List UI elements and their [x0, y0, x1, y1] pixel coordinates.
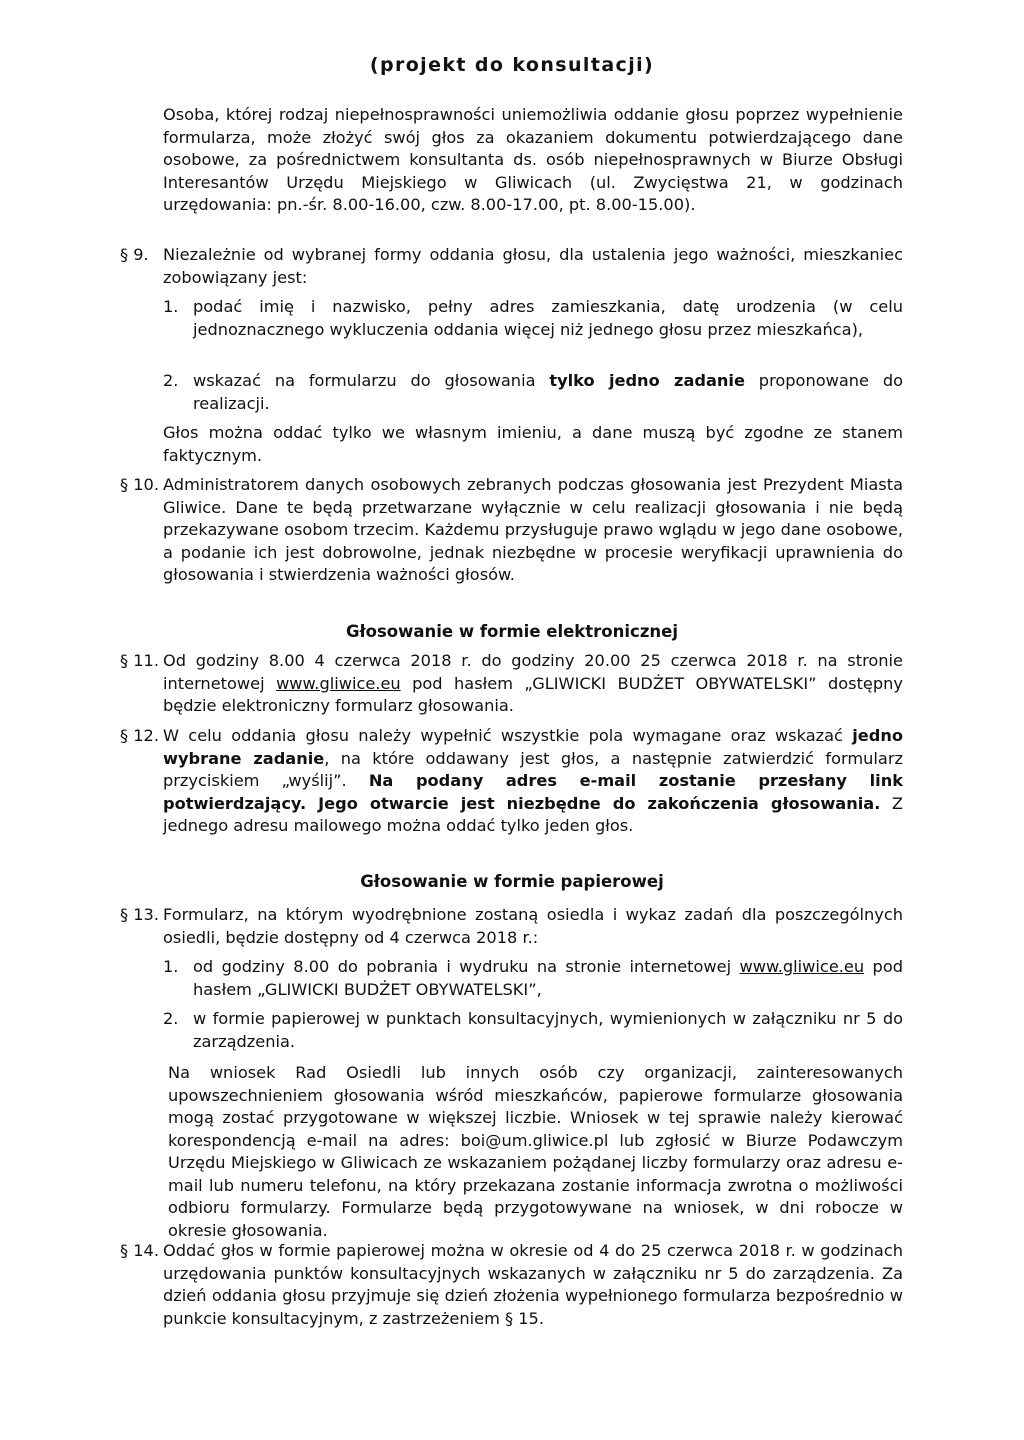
- paragraph-9-item-2-text: wskazać na formularzu do głosowania tylko jedno zadanie proponowane do realizacji.: [193, 371, 904, 413]
- paragraph-9-number: § 9.: [120, 245, 149, 264]
- paragraph-13-item-1-number: 1.: [163, 957, 179, 976]
- section-paper-title: Głosowanie w formie papierowej: [360, 872, 664, 891]
- paragraph-14-text: Oddać głos w formie papierowej można w okresie od 4 do 25 czerwca 2018 r. w godzinach urzędowania punktów konsultacyjnych wskazanych w załączniku nr 5 do zarządzenia. Za dzień oddania głosu przyjmuje się dzień złożenia wypełnionego formularza bezpośrednio w punkcie konsultacyjnym, z zastrzeżeniem § 15.: [163, 1241, 903, 1328]
- paragraph-13-number: § 13.: [120, 905, 159, 924]
- paragraph-12-number: § 12.: [120, 726, 159, 745]
- paragraph-9-item-2-number: 2.: [163, 371, 179, 390]
- paragraph-9-note: Głos można oddać tylko we własnym imieniu, a dane muszą być zgodne ze stanem faktycznym.: [163, 423, 903, 465]
- website-link[interactable]: www.gliwice.eu: [739, 957, 865, 976]
- paragraph-13-note: Na wniosek Rad Osiedli lub innych osób czy organizacji, zainteresowanych upowszechnieniem głosowania wśród mieszkańców, papierowe formularze głosowania mogą zostać przygotowane w większej liczbie. Wniosek w tej sprawie należy kierować korespondencją e-mail na adres: boi@um.gliwice.pl lub zgłosić w Biurze Podawczym Urzędu Miejskiego w Gliwicach ze wskazaniem pożądanej liczby formularzy oraz adresu e-mail lub numeru telefonu, na który przekazana zostanie informacja zwrotna o możliwości odbioru formularzy. Formularze będą przygotowywane na wniosek, w dni robocze w okresie głosowania.: [168, 1063, 903, 1240]
- paragraph-9-item-1-number: 1.: [163, 297, 179, 316]
- paragraph-14-number: § 14.: [120, 1241, 159, 1260]
- paragraph-11-number: § 11.: [120, 651, 159, 670]
- website-link[interactable]: www.gliwice.eu: [276, 673, 401, 693]
- paragraph-9-item-1-text: podać imię i nazwisko, pełny adres zamieszkania, datę urodzenia (w celu jednoznacznego wykluczenia oddania więcej niż jednego głosu przez mieszkańca),: [193, 297, 903, 339]
- emphasis-one-task: tylko jedno zadanie: [549, 371, 745, 390]
- paragraph-13-item-1-text: od godziny 8.00 do pobrania i wydruku na stronie internetowej www.gliwice.eu pod hasłem „GLIWICKI BUDŻET OBYWATELSKI”,: [193, 957, 903, 999]
- paragraph-11-text: Od godziny 8.00 4 czerwca 2018 r. do godziny 20.00 25 czerwca 2018 r. na stronie internetowej www.gliwice.eu pod hasłem „GLIWICKI BUDŻET OBYWATELSKI” dostępny będzie elektroniczny formularz głosowania.: [163, 651, 904, 715]
- section-electronic-title: Głosowanie w formie elektronicznej: [345, 622, 679, 641]
- paragraph-9-text: Niezależnie od wybranej formy oddania głosu, dla ustalenia jego ważności, mieszkaniec zobowiązany jest:: [163, 245, 903, 287]
- paragraph-12-text: W celu oddania głosu należy wypełnić wszystkie pola wymagane oraz wskazać jedno wybrane zadanie, na które oddawany jest głos, a następnie zatwierdzić formularz przyciskiem „wyślij”. Na podany adres e-mail zostanie przesłany link potwierdzający. Jego otwarcie jest niezbędne do zakończenia głosowania. Z jednego adresu mailowego można oddać tylko jeden głos.: [163, 726, 904, 835]
- paragraph-13-item-2-text: w formie papierowej w punktach konsultacyjnych, wymienionych w załączniku nr 5 do zarządzenia.: [193, 1009, 903, 1051]
- paragraph-10-text: Administratorem danych osobowych zebranych podczas głosowania jest Prezydent Miasta Gliwice. Dane te będą przetwarzane wyłącznie w celu realizacji głosowania i nie będą przekazywane osobom trzecim. Każdemu przysługuje prawo wglądu w jego dane osobowe, a podanie ich jest dobrowolne, jednak niezbędne w procesie weryfikacji uprawnienia do głosowania i stwierdzenia ważności głosów.: [163, 475, 903, 584]
- paragraph-10-number: § 10.: [120, 475, 159, 494]
- page-title: (projekt do konsultacji): [369, 54, 655, 76]
- paragraph-13-text: Formularz, na którym wyodrębnione zostaną osiedla i wykaz zadań dla poszczególnych osiedli, będzie dostępny od 4 czerwca 2018 r.:: [163, 905, 903, 947]
- intro-paragraph: Osoba, której rodzaj niepełnosprawności uniemożliwia oddanie głosu poprzez wypełnienie formularza, może złożyć swój głos za okazaniem dokumentu potwierdzającego dane osobowe, za pośrednictwem konsultanta ds. osób niepełnosprawnych w Biurze Obsługi Interesantów Urzędu Miejskiego w Gliwicach (ul. Zwycięstwa 21, w godzinach urzędowania: pn.-śr. 8.00-16.00, czw. 8.00-17.00, pt. 8.00-15.00).: [163, 105, 903, 214]
- paragraph-13-item-2-number: 2.: [163, 1009, 179, 1028]
